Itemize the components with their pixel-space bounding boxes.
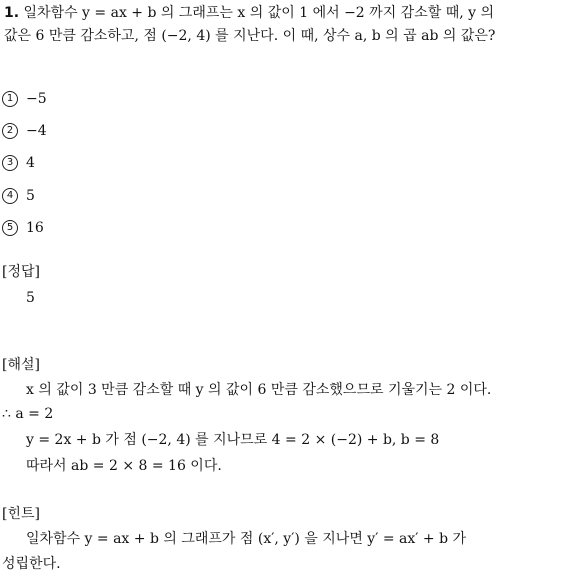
choice-5-text: 16 — [26, 220, 44, 236]
solution-line-2: ∴ a = 2 — [2, 406, 54, 422]
choice-4[interactable] — [2, 188, 35, 204]
answer-label: [정답] — [2, 264, 40, 280]
choice-1[interactable] — [2, 91, 47, 107]
choice-1-text: −5 — [26, 91, 47, 107]
hint-line-1: 일차함수 y = ax + b 의 그래프가 점 (x′, y′) 을 지나면 y′ = ax′ + b 가 — [26, 531, 467, 547]
choice-3-mark: 3 — [2, 155, 18, 171]
hint-label: [힌트] — [2, 506, 40, 522]
choice-5-mark: 5 — [2, 220, 18, 236]
solution-label: [해설] — [2, 357, 40, 373]
solution-line-1: x 의 값이 3 만큼 감소할 때 y 의 값이 6 만큼 감소했으므로 기울기는 2 이다. — [26, 382, 492, 398]
question-text-1: 일차함수 y = ax + b 의 그래프는 x 의 값이 1 에서 −2 까지 감소할 때, y 의 — [23, 5, 494, 21]
choice-2-mark: 2 — [2, 123, 18, 139]
choice-5[interactable] — [2, 220, 44, 236]
solution-line-3: y = 2x + b 가 점 (−2, 4) 를 지나므로 4 = 2 × (−2) + b, b = 8 — [26, 432, 440, 448]
question-text-2: 값은 6 만큼 감소하고, 점 (−2, 4) 를 지난다. 이 때, 상수 a, b 의 곱 ab 의 값은? — [4, 28, 496, 44]
choice-3-text: 4 — [26, 155, 35, 171]
choice-1-mark: 1 — [2, 91, 18, 107]
hint-line-2: 성립한다. — [2, 556, 61, 572]
choice-3[interactable] — [2, 155, 35, 171]
choice-4-text: 5 — [26, 188, 35, 204]
choice-2[interactable] — [2, 123, 47, 139]
choice-4-mark: 4 — [2, 188, 18, 204]
answer-value: 5 — [26, 290, 35, 306]
question-number: 1. — [4, 5, 20, 21]
solution-line-4: 따라서 ab = 2 × 8 = 16 이다. — [26, 458, 222, 474]
choice-2-text: −4 — [26, 123, 47, 139]
question-line-1 — [4, 6, 494, 20]
